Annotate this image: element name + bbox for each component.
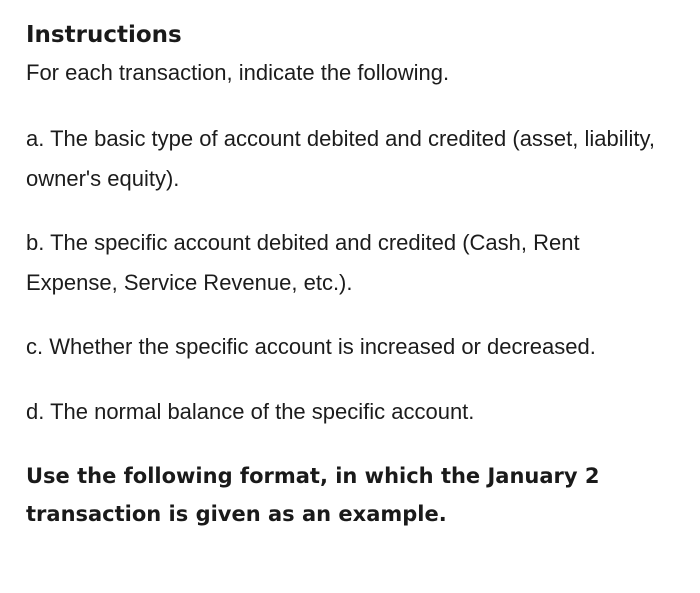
instruction-item-c: c. Whether the specific account is increased or decreased. (26, 334, 596, 359)
instruction-item-b: b. The specific account debited and credited (Cash, Rent Expense, Service Revenue, etc.). (26, 230, 580, 295)
instructions-document (26, 19, 676, 533)
intro-text: For each transaction, indicate the following. (26, 60, 450, 85)
instructions-heading: Instructions (26, 22, 182, 48)
instruction-item-a: a. The basic type of account debited and credited (asset, liability, owner's equity). (26, 126, 655, 191)
format-instruction: Use the following format, in which the January 2 transaction is given as an example. (26, 464, 600, 526)
instruction-item-d: d. The normal balance of the specific account. (26, 399, 475, 424)
